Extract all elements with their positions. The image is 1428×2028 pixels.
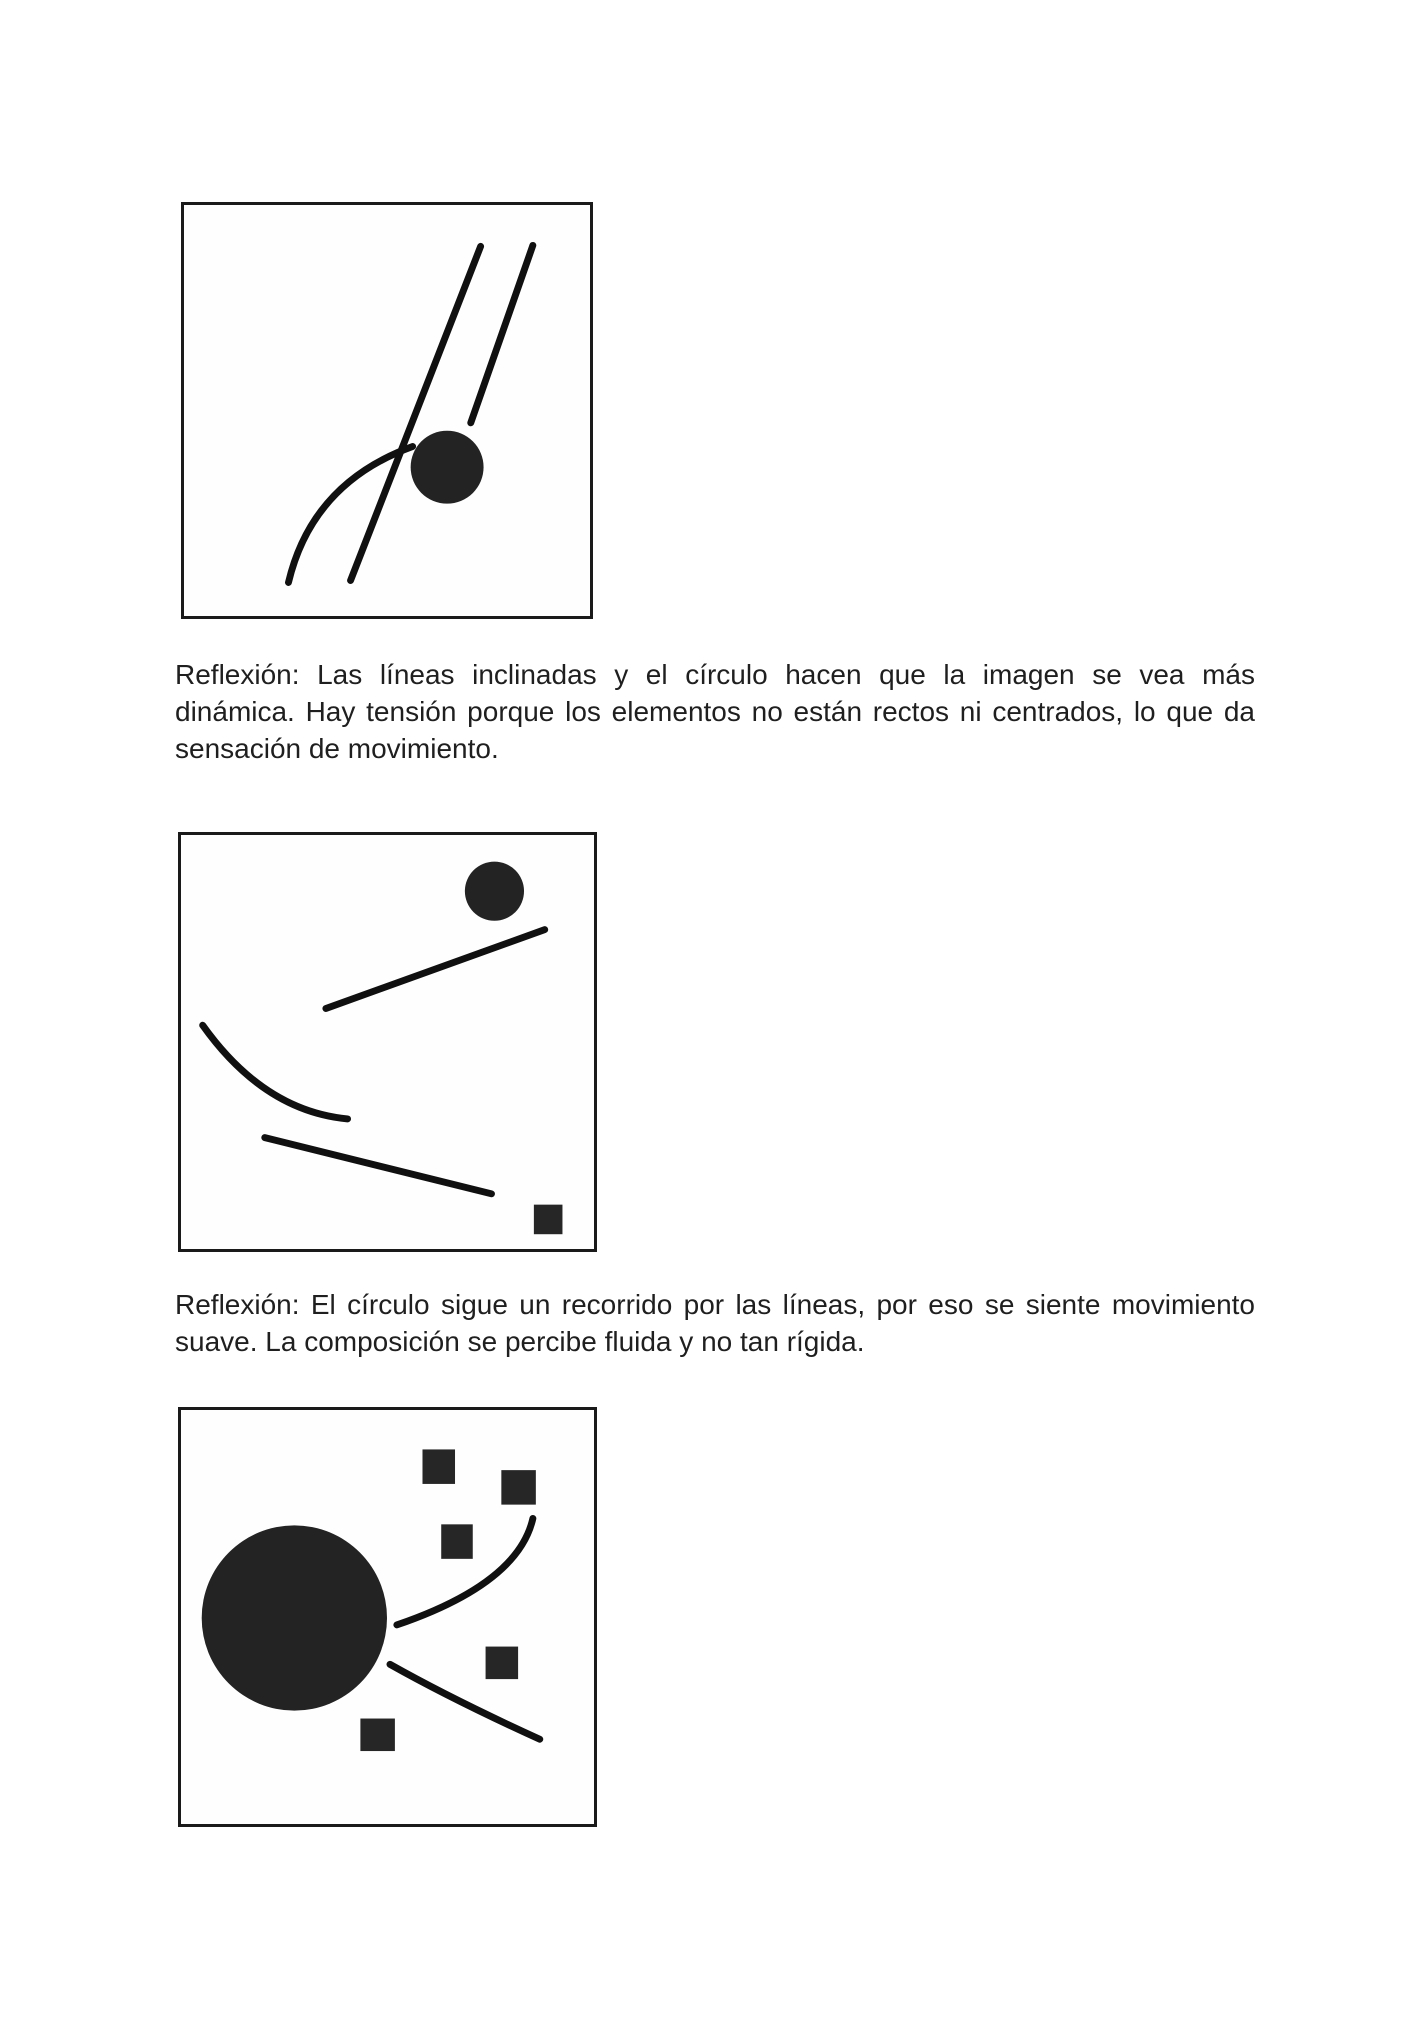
reflection-paragraph-1: Reflexión: Las líneas inclinadas y el círculo hacen que la imagen se vea más dinámica. Hay tensión porque los elementos no están rectos ni centrados, lo que da sensación de movimiento.: [175, 659, 1255, 764]
small-square-4: [486, 1647, 519, 1680]
figure-composition-3: [178, 1407, 597, 1827]
composition-radiating-circle: [181, 1410, 594, 1824]
composition-flowing-path: [181, 835, 594, 1249]
long-diagonal-line: [351, 246, 481, 580]
small-square: [534, 1205, 563, 1235]
small-square-2: [501, 1470, 535, 1505]
reflection-paragraph-2: Reflexión: El círculo sigue un recorrido por las líneas, por eso se siente movimiento suave. La composición se percibe fluida y no tan rígida.: [175, 1289, 1255, 1357]
figure-composition-2: [178, 832, 597, 1252]
lower-diagonal-line: [265, 1138, 492, 1194]
small-square-3: [441, 1524, 473, 1559]
small-square-1: [422, 1449, 455, 1484]
upper-diagonal-line: [326, 930, 545, 1009]
small-square-5: [360, 1719, 394, 1752]
short-diagonal-line: [471, 245, 533, 422]
large-circle-shape: [202, 1525, 387, 1710]
curved-line: [203, 1025, 348, 1119]
circle-shape: [411, 431, 484, 504]
circle-shape: [465, 862, 524, 921]
figure-composition-1: [181, 202, 593, 619]
composition-diagonal-tension: [184, 205, 590, 616]
